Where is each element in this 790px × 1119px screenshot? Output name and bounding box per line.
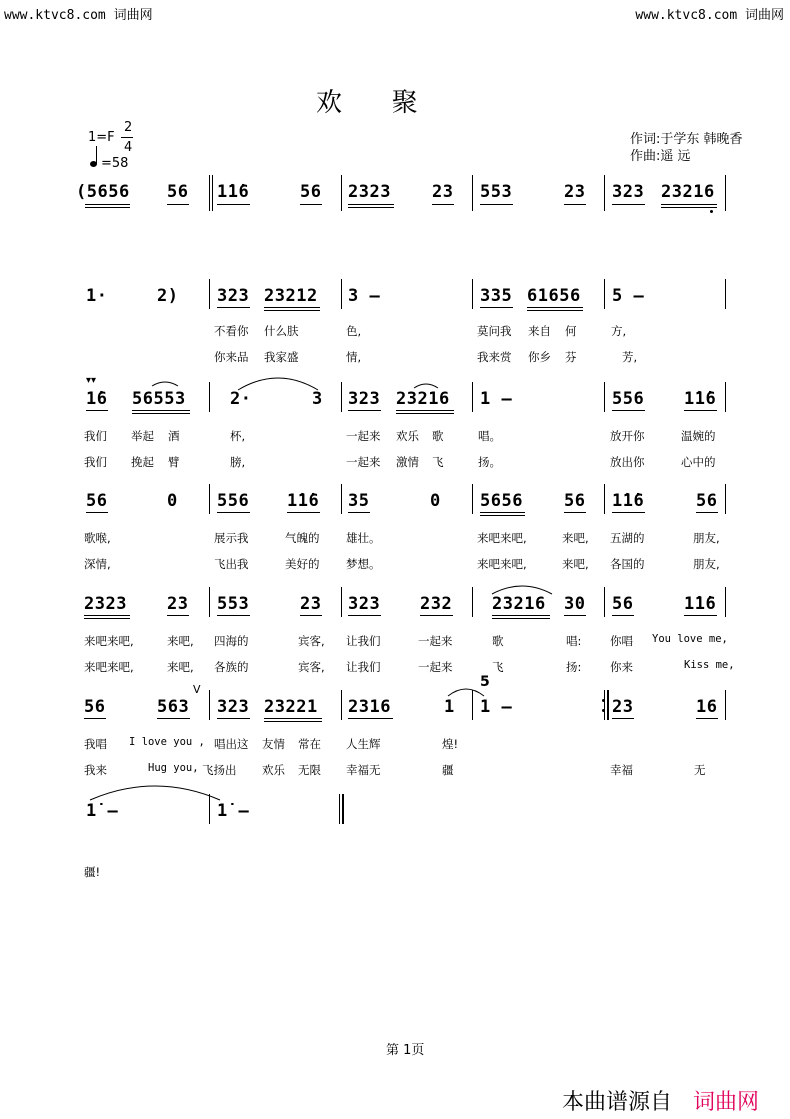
note-group: 1̇ – — [217, 801, 250, 821]
lyric: 歌 — [432, 429, 444, 443]
barline — [725, 690, 726, 720]
note-group: 16 — [696, 697, 718, 717]
lyric: 芬 — [565, 350, 577, 364]
lyric: 情, — [346, 350, 362, 364]
underline — [86, 512, 108, 513]
underline — [217, 615, 250, 616]
barline — [341, 382, 342, 412]
lyric: 飞 — [432, 455, 444, 469]
barline — [604, 279, 605, 309]
underline — [348, 207, 394, 208]
underline — [432, 204, 454, 205]
note-group: 23216 — [661, 182, 715, 202]
underline — [84, 615, 130, 616]
note-group: 56 — [167, 182, 189, 202]
note-group: 56 — [300, 182, 322, 202]
lyric: 人生辉 — [346, 737, 381, 751]
note-group: 553 — [217, 594, 250, 614]
key-signature: 1=F — [88, 130, 115, 145]
note-group: 23 — [167, 594, 189, 614]
barline — [209, 175, 210, 211]
lyric: 欢乐 — [262, 763, 285, 777]
lyric: 幸福 — [610, 763, 633, 777]
barline — [604, 175, 605, 211]
note-group: 3 — [312, 389, 323, 409]
slur — [490, 582, 554, 596]
note-group: 56 — [84, 697, 106, 717]
note-group: 2323 — [348, 182, 391, 202]
underline — [492, 618, 550, 619]
note-group: 1̇1̇6 — [287, 491, 320, 511]
underline — [480, 512, 525, 513]
repeat-dot — [602, 699, 605, 702]
lyric: 幸福无 — [346, 763, 381, 777]
lyric: 膀, — [230, 455, 246, 469]
lyric: Hug you, — [148, 762, 199, 774]
lyric: 莫问我 — [477, 324, 512, 338]
source-brand — [562, 1085, 759, 1116]
underline — [84, 718, 106, 719]
note-group: 232 — [420, 594, 453, 614]
barline — [209, 794, 210, 824]
lyric: 来吧来吧, — [84, 660, 134, 674]
note-group: 323 — [217, 697, 250, 717]
lyric: 让我们 — [346, 660, 381, 674]
lyric: 各国的 — [610, 557, 645, 571]
barline — [472, 175, 473, 211]
quarter-note-stem — [96, 146, 97, 164]
lyric: 杯, — [230, 429, 246, 443]
barline — [725, 175, 726, 211]
barline — [341, 484, 342, 514]
note-group: 2) — [157, 286, 179, 306]
underline — [612, 615, 634, 616]
lyric: 我来赏 — [477, 350, 512, 364]
lyric: 五湖的 — [610, 531, 645, 545]
underline — [217, 307, 250, 308]
underline — [527, 307, 583, 308]
note-group: 556 — [612, 389, 645, 409]
page-number: 第 1页 — [386, 1043, 425, 1058]
lyric: 飞 — [492, 660, 504, 674]
lyric: 唱: — [566, 634, 582, 648]
lyric: 我来 — [84, 763, 107, 777]
lyric: 宾客, — [298, 634, 325, 648]
lyric: 歌喉, — [84, 531, 111, 545]
underline — [420, 615, 453, 616]
lyric: 一起来 — [346, 455, 381, 469]
lyric: 挽起 — [131, 455, 154, 469]
note-group: 23 — [612, 697, 634, 717]
final-barline — [339, 794, 340, 824]
underline — [661, 204, 717, 205]
note-group: 335 — [480, 286, 513, 306]
underline — [264, 718, 322, 719]
underline — [300, 204, 322, 205]
lyric: 来自 — [528, 324, 551, 338]
underline — [264, 310, 320, 311]
note-group: 0 — [430, 491, 441, 511]
lyric: 放出你 — [610, 455, 645, 469]
note-group: 56 — [696, 491, 718, 511]
note-group: 0 — [167, 491, 178, 511]
time-signature-top: 2 — [124, 120, 133, 135]
barline — [209, 690, 210, 720]
lyric: 朋友, — [693, 557, 720, 571]
tie — [88, 780, 222, 802]
barline — [725, 484, 726, 514]
lyric: 友情 — [262, 737, 285, 751]
barline — [604, 484, 605, 514]
note-group: 1̇1̇6 — [612, 491, 645, 511]
lyric: You love me, — [652, 633, 728, 645]
underline — [492, 615, 550, 616]
underline — [348, 615, 381, 616]
time-signature-bottom: 4 — [124, 140, 133, 155]
lyric: 梦想。 — [346, 557, 381, 571]
barline — [472, 587, 473, 617]
barline — [604, 382, 605, 412]
lyric: 欢乐 — [396, 429, 419, 443]
brand-prefix: 本曲谱源自 — [562, 1090, 673, 1115]
underline — [167, 204, 189, 205]
slur — [150, 378, 180, 388]
lyric: 疆! — [84, 865, 101, 879]
lyric: 气魄的 — [285, 531, 320, 545]
lyric: 你来 — [610, 660, 633, 674]
note-group: 23216 — [396, 389, 450, 409]
underline — [348, 204, 394, 205]
note-group: 1̇6 — [86, 389, 108, 409]
note-group: 1 – — [480, 697, 513, 717]
barline — [472, 279, 473, 309]
barline — [209, 587, 210, 617]
barline — [341, 587, 342, 617]
underline — [480, 204, 513, 205]
lyric: 来吧来吧, — [477, 557, 527, 571]
underline — [264, 307, 320, 308]
note-group: 563 — [157, 697, 190, 717]
lyric: 来吧, — [167, 634, 194, 648]
note-group: 56 — [612, 594, 634, 614]
lyric: 朋友, — [693, 531, 720, 545]
lyric: 让我们 — [346, 634, 381, 648]
repeat-dot — [602, 709, 605, 712]
note-group: 23 — [564, 182, 586, 202]
note-group: 5656 — [480, 491, 523, 511]
barline — [725, 382, 726, 412]
underline — [564, 615, 586, 616]
slur — [236, 372, 320, 392]
lyric: 心中的 — [681, 455, 716, 469]
time-signature-bar — [121, 137, 133, 138]
lyric: 温婉的 — [681, 429, 716, 443]
note-group: 56 — [86, 491, 108, 511]
note-group: 1 – — [480, 389, 513, 409]
upper-number: 5 — [480, 674, 490, 690]
underline — [684, 410, 717, 411]
underline — [527, 310, 583, 311]
underline — [348, 512, 370, 513]
barline — [472, 382, 473, 412]
note-group: 323 — [612, 182, 645, 202]
composer-credit: 作曲:遥 远 — [630, 149, 691, 164]
lyric: 来吧, — [562, 557, 589, 571]
underline — [684, 615, 717, 616]
lyric: 四海的 — [214, 634, 249, 648]
lyric: 深情, — [84, 557, 111, 571]
final-barline — [342, 794, 344, 824]
octave-dot — [710, 210, 713, 213]
underline — [85, 204, 130, 205]
barline — [341, 175, 342, 211]
lyric: 我家盛 — [264, 350, 299, 364]
note-group: 3 – — [348, 286, 381, 306]
lyric: 你来品 — [214, 350, 249, 364]
note-group: 23 — [432, 182, 454, 202]
barline — [341, 279, 342, 309]
underline — [661, 207, 717, 208]
brand-name: 词曲网 — [693, 1090, 760, 1115]
barline — [341, 690, 342, 720]
underline — [217, 512, 250, 513]
lyric: 激情 — [396, 455, 419, 469]
note-group: 61656 — [527, 286, 581, 306]
lyric: 唱出这 — [214, 737, 249, 751]
lyric: I love you , — [129, 736, 205, 748]
lyric: 我们 — [84, 429, 107, 443]
note-group: 1̇1̇6 — [217, 182, 250, 202]
lyric: 色, — [346, 324, 362, 338]
note-group: 323 — [348, 594, 381, 614]
lyric: 什么肤 — [264, 324, 299, 338]
lyric: 不看你 — [214, 324, 249, 338]
lyric: 疆 — [442, 763, 454, 777]
tie — [446, 684, 486, 698]
underline — [167, 615, 189, 616]
underline — [696, 512, 718, 513]
underline — [480, 515, 525, 516]
lyric: 扬。 — [478, 455, 501, 469]
underline — [612, 718, 634, 719]
lyric: 常在 — [298, 737, 321, 751]
lyric: 你唱 — [610, 634, 633, 648]
lyric: 宾客, — [298, 660, 325, 674]
underline — [300, 615, 322, 616]
underline — [84, 618, 130, 619]
note-group: 553 — [480, 182, 513, 202]
lyric: 方, — [611, 324, 627, 338]
site-watermark-right: www.ktvc8.com 词曲网 — [635, 8, 784, 23]
lyric: 酒 — [168, 429, 180, 443]
note-group: 56553 — [132, 389, 186, 409]
lyric: 何 — [565, 324, 577, 338]
accent-mark: ▾▾ — [86, 375, 97, 386]
barline — [472, 484, 473, 514]
barline — [209, 382, 210, 412]
lyric: 扬: — [566, 660, 582, 674]
note-group: 56 — [564, 491, 586, 511]
note-group: 323 — [217, 286, 250, 306]
tempo-marking: =58 — [101, 156, 129, 171]
song-title: 欢 聚 — [316, 88, 418, 118]
note-group: 2323 — [84, 594, 127, 614]
lyric: 飞扬出 — [202, 763, 237, 777]
lyric: 一起来 — [346, 429, 381, 443]
barline — [604, 587, 605, 617]
lyric: 各族的 — [214, 660, 249, 674]
underline — [564, 512, 586, 513]
lyric: 来吧来吧, — [84, 634, 134, 648]
lyric: 臂 — [168, 455, 180, 469]
lyric: 歌 — [492, 634, 504, 648]
lyric: 来吧, — [562, 531, 589, 545]
underline — [348, 718, 393, 719]
underline — [348, 410, 381, 411]
note-group: 23221 — [264, 697, 318, 717]
lyric: 芳, — [622, 350, 638, 364]
lyric: 举起 — [131, 429, 154, 443]
note-group: 1̇1̇6 — [684, 594, 717, 614]
note-group: 30 — [564, 594, 586, 614]
lyric: 一起来 — [418, 660, 453, 674]
lyric: 我们 — [84, 455, 107, 469]
note-group: 23 — [300, 594, 322, 614]
barline — [725, 279, 726, 309]
lyric: 唱。 — [478, 429, 501, 443]
lyric: 煌! — [442, 737, 459, 751]
underline — [396, 413, 454, 414]
lyric: 飞出我 — [214, 557, 249, 571]
underline — [217, 718, 250, 719]
underline — [132, 410, 190, 411]
lyric: 一起来 — [418, 634, 453, 648]
underline — [264, 721, 322, 722]
underline — [132, 413, 190, 414]
underline — [480, 307, 513, 308]
lyric: 展示我 — [214, 531, 249, 545]
note-group: 2· — [230, 389, 252, 409]
note-group: 35 — [348, 491, 370, 511]
breath-mark: V — [193, 683, 201, 696]
note-group: 1̇1̇6 — [684, 389, 717, 409]
lyric: 放开你 — [610, 429, 645, 443]
underline — [564, 204, 586, 205]
note-group: 1· — [86, 286, 108, 306]
note-group: 23216 — [492, 594, 546, 614]
note-group: 1 — [444, 697, 455, 717]
lyricist-credit: 作词:于学东 韩晚香 — [630, 132, 743, 147]
repeat-barline — [607, 690, 609, 720]
underline — [217, 204, 250, 205]
note-group: 323 — [348, 389, 381, 409]
lyric: 你乡 — [528, 350, 551, 364]
note-group: 23212 — [264, 286, 318, 306]
underline — [612, 512, 645, 513]
lyric: Kiss me, — [684, 659, 735, 671]
note-group: 5 – — [612, 286, 645, 306]
note-group: 556 — [217, 491, 250, 511]
site-watermark-left: www.ktvc8.com 词曲网 — [4, 8, 153, 23]
lyric: 无 — [694, 763, 706, 777]
note-group: (5656 — [76, 182, 130, 202]
lyric: 我唱 — [84, 737, 107, 751]
lyric: 来吧来吧, — [477, 531, 527, 545]
lyric: 雄壮。 — [346, 531, 381, 545]
underline — [86, 410, 108, 411]
barline — [472, 690, 473, 720]
lyric: 无限 — [298, 763, 321, 777]
underline — [612, 204, 645, 205]
barline — [212, 175, 213, 211]
barline — [604, 690, 605, 720]
note-group: 2316 — [348, 697, 391, 717]
underline — [696, 718, 718, 719]
note-group: 1̇ – — [86, 801, 119, 821]
barline — [209, 279, 210, 309]
underline — [612, 410, 645, 411]
underline — [396, 410, 454, 411]
lyric: 来吧, — [167, 660, 194, 674]
barline — [725, 587, 726, 617]
slur — [412, 380, 440, 390]
lyric: 美好的 — [285, 557, 320, 571]
underline — [85, 207, 130, 208]
barline — [209, 484, 210, 514]
underline — [287, 512, 320, 513]
underline — [157, 718, 190, 719]
